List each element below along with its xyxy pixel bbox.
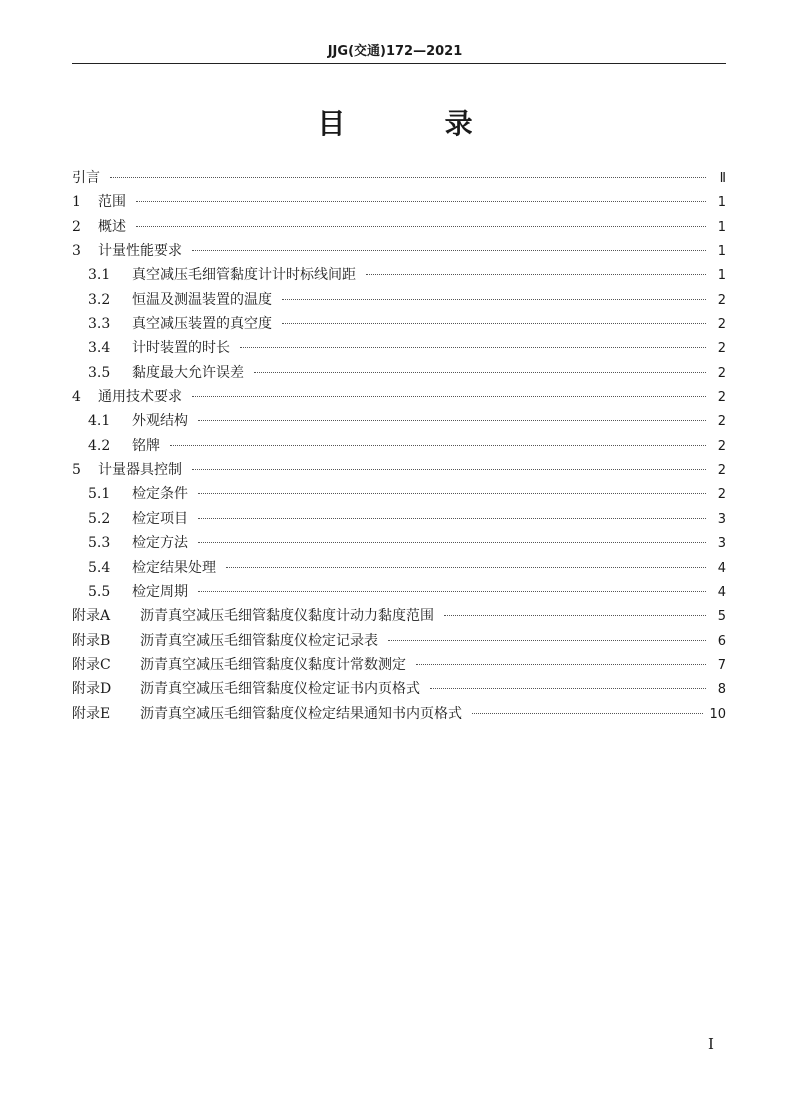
header-rule — [72, 63, 726, 64]
toc-entry[interactable] — [72, 361, 726, 385]
toc-entry-label: 检定方法 — [132, 535, 188, 552]
toc-entry-page: 3 — [717, 536, 726, 552]
toc-entry[interactable] — [72, 263, 726, 287]
toc-entry-number: 3.5 — [88, 364, 111, 381]
toc-entry-label: 范围 — [98, 194, 126, 211]
dot-leader — [198, 590, 706, 592]
toc-entry-number: 3.3 — [88, 316, 111, 333]
toc-entry-label: 概述 — [98, 218, 126, 235]
toc-entry[interactable] — [72, 629, 726, 653]
toc-entry-number: 5.3 — [88, 535, 111, 552]
toc-entry-label: 检定周期 — [132, 583, 188, 600]
toc-entry-page: 2 — [717, 365, 726, 381]
toc-entry-page: 6 — [717, 633, 726, 649]
toc-entry[interactable] — [72, 507, 726, 531]
toc-entry-number: 2 — [72, 218, 81, 235]
toc-entry-number: 5.5 — [88, 583, 111, 600]
toc-entry-page: 2 — [717, 438, 726, 454]
toc-entry-number: 5.2 — [88, 510, 111, 527]
toc-entry-number: 附录B — [72, 632, 111, 649]
toc-entry-page: Ⅱ — [719, 171, 726, 186]
dot-leader — [170, 444, 706, 446]
toc-entry[interactable] — [72, 580, 726, 604]
dot-leader — [192, 468, 706, 470]
toc-entry[interactable] — [72, 166, 726, 190]
toc-entry-label: 检定结果处理 — [132, 559, 216, 576]
toc-entry-label: 引言 — [72, 170, 100, 186]
toc-entry[interactable] — [72, 239, 726, 263]
toc-entry[interactable] — [72, 215, 726, 239]
toc-entry-label: 计时装置的时长 — [132, 340, 230, 357]
toc-entry-number: 附录E — [72, 705, 111, 722]
toc-entry[interactable] — [72, 556, 726, 580]
toc-entry-number: 附录D — [72, 681, 112, 698]
toc-entry-number: 附录A — [72, 608, 111, 625]
toc-entry[interactable] — [72, 531, 726, 555]
toc-entry[interactable] — [72, 677, 726, 701]
toc-entry-label: 沥青真空减压毛细管黏度仪黏度计常数测定 — [140, 656, 406, 673]
toc-entry-page: 2 — [717, 487, 726, 503]
toc-entry-number: 3.1 — [88, 267, 111, 284]
toc-entry-number: 1 — [72, 194, 81, 211]
toc-entry-number: 5.4 — [88, 559, 111, 576]
dot-leader — [430, 687, 706, 689]
dot-leader — [444, 614, 706, 616]
toc-entry-label: 真空减压毛细管黏度计计时标线间距 — [132, 267, 356, 284]
toc-entry-number: 3 — [72, 243, 81, 260]
toc-entry-label: 计量性能要求 — [98, 243, 182, 260]
toc-entry-page: 1 — [717, 219, 726, 235]
toc-entry-page: 1 — [717, 244, 726, 260]
toc-entry-number: 3.4 — [88, 340, 111, 357]
toc-entry[interactable] — [72, 702, 726, 726]
toc-entry-page: 4 — [717, 560, 726, 576]
toc-entry-number: 4.1 — [88, 413, 111, 430]
dot-leader — [192, 395, 706, 397]
toc-entry-label: 检定项目 — [132, 510, 188, 527]
toc-entry-label: 通用技术要求 — [98, 389, 182, 406]
toc-entry[interactable] — [72, 604, 726, 628]
toc-entry[interactable] — [72, 434, 726, 458]
toc-entry-page: 7 — [717, 657, 726, 673]
toc-entry-label: 沥青真空减压毛细管黏度仪检定结果通知书内页格式 — [140, 705, 462, 722]
toc-entry[interactable] — [72, 385, 726, 409]
toc-entry-label: 沥青真空减压毛细管黏度仪检定证书内页格式 — [140, 681, 420, 698]
toc-entry[interactable] — [72, 458, 726, 482]
page-title: 目 录 — [317, 107, 518, 140]
toc-entry-label: 恒温及测温装置的温度 — [132, 291, 272, 308]
toc-entry[interactable] — [72, 190, 726, 214]
standard-code: JJG(交通)172—2021 — [327, 44, 463, 59]
dot-leader — [136, 225, 706, 227]
toc-entry-label: 外观结构 — [132, 413, 188, 430]
toc-entry-label: 真空减压装置的真空度 — [132, 316, 272, 333]
toc-entry-page: 3 — [717, 511, 726, 527]
dot-leader — [198, 541, 706, 543]
page-number: I — [708, 1035, 714, 1053]
dot-leader — [198, 492, 706, 494]
dot-leader — [110, 176, 706, 178]
toc-entry-label: 检定条件 — [132, 486, 188, 503]
toc-entry[interactable] — [72, 336, 726, 360]
toc-entry-label: 沥青真空减压毛细管黏度仪黏度计动力黏度范围 — [140, 608, 434, 625]
toc-entry-page: 4 — [717, 584, 726, 600]
dot-leader — [240, 346, 706, 348]
dot-leader — [136, 200, 706, 202]
toc-entry-page: 8 — [717, 682, 726, 698]
dot-leader — [192, 249, 706, 251]
dot-leader — [366, 273, 706, 275]
toc-entry-number: 附录C — [72, 656, 111, 673]
dot-leader — [388, 639, 706, 641]
dot-leader — [282, 322, 706, 324]
dot-leader — [282, 298, 706, 300]
toc-entry-label: 铭牌 — [132, 437, 160, 454]
dot-leader — [198, 419, 706, 421]
toc-entry[interactable] — [72, 409, 726, 433]
toc-entry-page: 1 — [717, 268, 726, 284]
dot-leader — [472, 712, 703, 714]
dot-leader — [198, 517, 706, 519]
toc-entry-page: 10 — [709, 706, 726, 722]
toc-entry-page: 2 — [717, 414, 726, 430]
dot-leader — [226, 566, 706, 568]
toc-entry-page: 2 — [717, 292, 726, 308]
toc-entry-page: 2 — [717, 317, 726, 333]
toc-entry-label: 黏度最大允许误差 — [132, 364, 244, 381]
toc-entry-page: 1 — [717, 195, 726, 211]
dot-leader — [254, 371, 706, 373]
toc-entry-label: 沥青真空减压毛细管黏度仪检定记录表 — [140, 632, 378, 649]
toc-entry-label: 计量器具控制 — [98, 462, 182, 479]
toc-entry-page: 2 — [717, 463, 726, 479]
toc-entry[interactable] — [72, 288, 726, 312]
toc-entry-number: 5 — [72, 462, 81, 479]
toc-entry-page: 2 — [717, 390, 726, 406]
toc-entry-number: 4.2 — [88, 437, 111, 454]
toc-entry[interactable] — [72, 312, 726, 336]
table-of-contents — [72, 166, 726, 726]
toc-entry-page: 2 — [717, 341, 726, 357]
toc-entry-number: 5.1 — [88, 486, 111, 503]
toc-entry-number: 4 — [72, 389, 81, 406]
dot-leader — [416, 663, 706, 665]
toc-entry[interactable] — [72, 482, 726, 506]
toc-entry-page: 5 — [717, 609, 726, 625]
toc-entry-number: 3.2 — [88, 291, 111, 308]
toc-entry[interactable] — [72, 653, 726, 677]
